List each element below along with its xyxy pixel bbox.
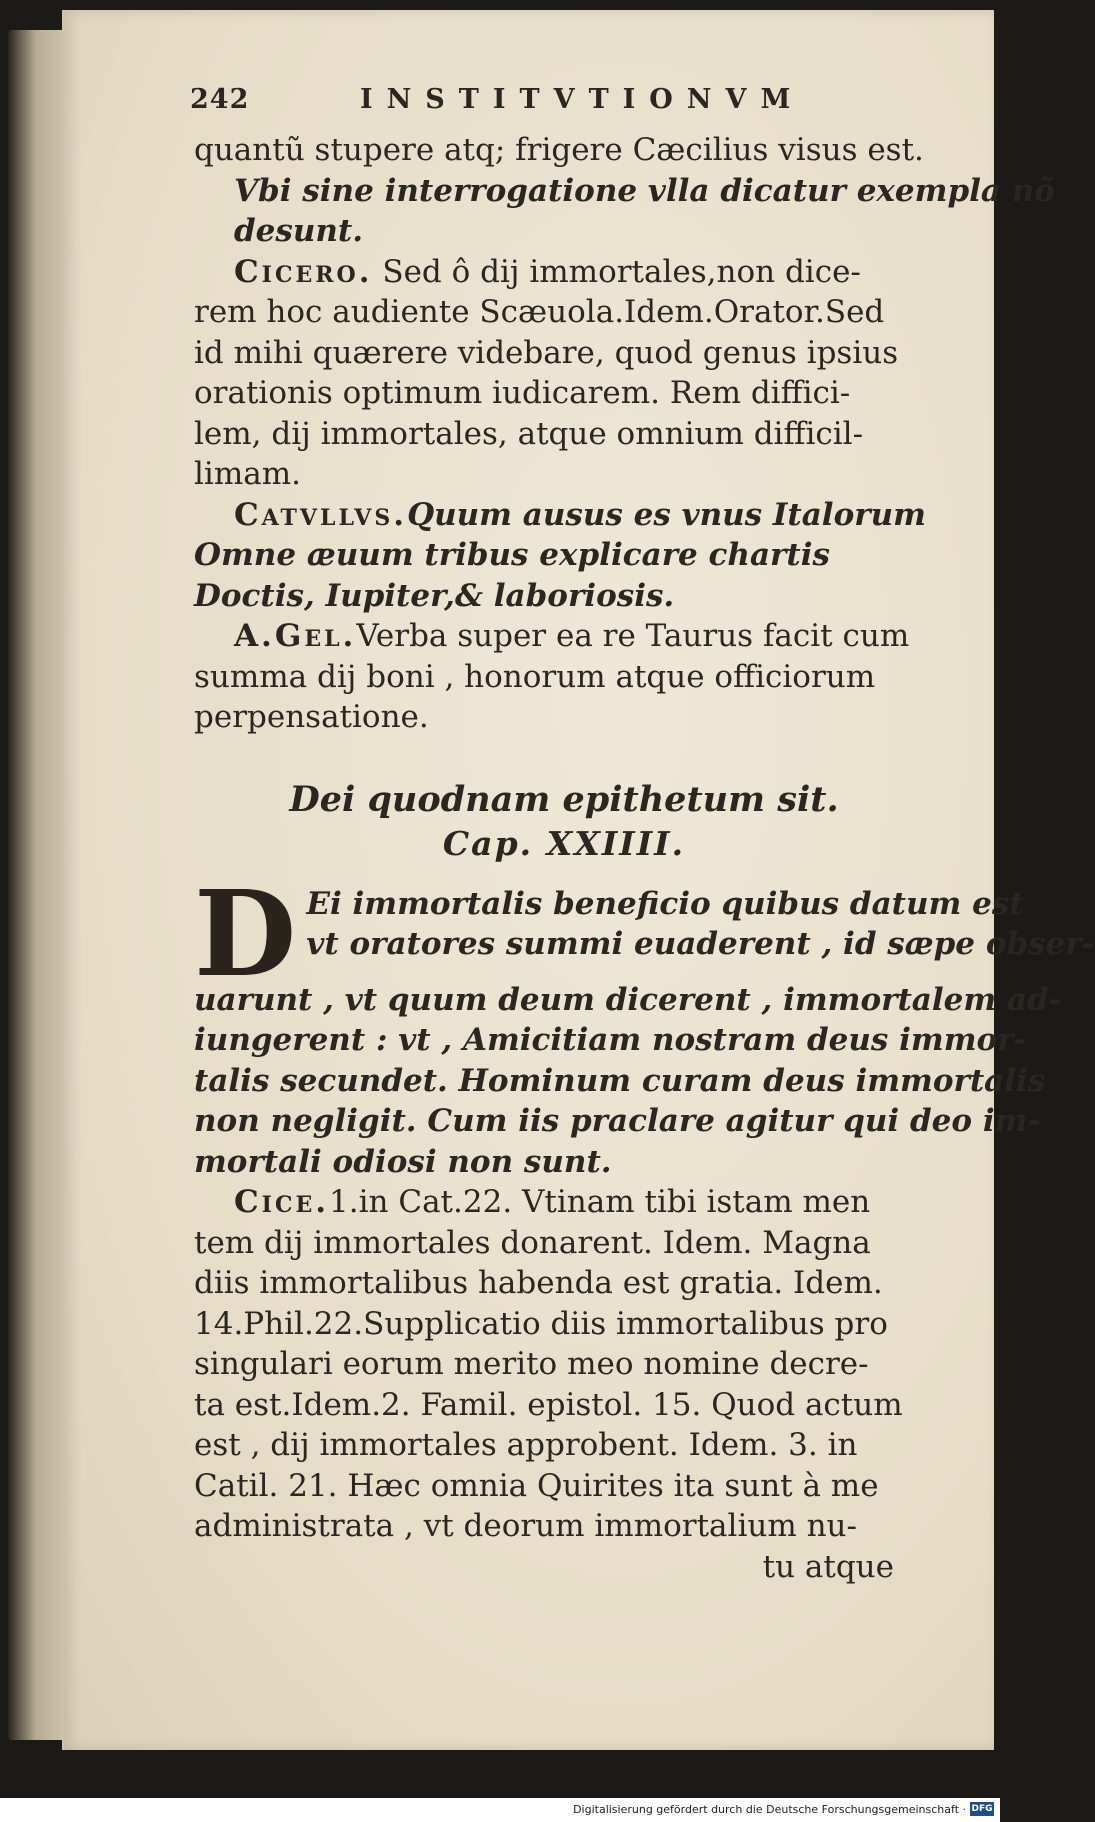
text-line: iungerent : vt , Amicitiam nostram deus immor- <box>194 1022 1027 1058</box>
speaker-name: A.Gel. <box>234 618 357 654</box>
text-line: Vbi sine interrogatione vlla dicatur exempla nõ <box>234 172 1055 209</box>
text-line: est , dij immortales approbent. Idem. 3. in <box>194 1427 858 1463</box>
text-line: non negligit. Cum iis praclare agitur qui deo im- <box>194 1103 1041 1139</box>
speaker-name: Cicero. <box>234 253 373 290</box>
text-line: Catvllvs.Quum ausus es vnus Italorum <box>234 496 926 533</box>
running-head: INSTITVTIONVM <box>360 84 805 115</box>
page-text <box>194 130 1095 1587</box>
text-line: A.Gel.Verba super ea re Taurus facit cum <box>234 618 910 654</box>
text-line: summa dij boni , honorum atque officiorum <box>194 658 876 695</box>
text-line: quantũ stupere atq; frigere Cæcilius visus est. <box>194 132 924 168</box>
text-line: singulari eorum merito meo nomine decre- <box>194 1346 869 1382</box>
text-line: Cicero. Sed ô dij immortales,non dice- <box>234 253 861 290</box>
speaker-name: Cice. <box>234 1184 330 1220</box>
chapter-title: Dei quodnam epithetum sit. <box>289 778 839 820</box>
text-line: talis secundet. Hominum curam deus immortalis <box>194 1062 1046 1099</box>
text-line: Doctis, Iupiter,& laboriosis. <box>194 577 675 614</box>
text-line: Omne æuum tribus explicare chartis <box>194 537 830 573</box>
text-line: Catil. 21. Hæc omnia Quirites ita sunt à me <box>194 1467 879 1504</box>
text-line: tem dij immortales donarent. Idem. Magna <box>194 1224 871 1261</box>
chapter-number: Cap. XXIIII. <box>442 823 686 863</box>
text-line: diis immortalibus habenda est gratia. Idem. <box>194 1265 883 1301</box>
footer-credit: Digitalisierung gefördert durch die Deutsche Forschungsgemeinschaft · <box>573 1803 966 1816</box>
text-line: limam. <box>194 456 301 492</box>
speaker-name: Catvllvs. <box>234 496 408 533</box>
text-line: ta est.Idem.2. Famil. epistol. 15. Quod actum <box>194 1386 903 1423</box>
text-line: vt oratores summi euaderent , id sæpe obser- <box>306 926 1095 962</box>
text-line: uarunt , vt quum deum dicerent , immortalem ad- <box>194 981 1062 1018</box>
text-line: lem, dij immortales, atque omnium difficil- <box>194 415 864 452</box>
page-number: 242 <box>190 84 250 115</box>
catchword: tu atque <box>762 1548 894 1585</box>
text-line: id mihi quærere videbare, quod genus ipsius <box>194 334 899 371</box>
page-header <box>190 84 930 120</box>
text-line: perpensatione. <box>194 699 429 735</box>
text-line: Ei immortalis beneficio quibus datum est <box>306 885 1024 922</box>
text-line: Cice.1.in Cat.22. Vtinam tibi istam men <box>234 1184 871 1220</box>
text-line: rem hoc audiente Scæuola.Idem.Orator.Sed <box>194 294 885 330</box>
text-line: desunt. <box>234 213 364 249</box>
text-line: orationis optimum iudicarem. Rem diffici- <box>194 375 851 411</box>
dfg-logo: DFG <box>971 1804 993 1814</box>
text-line: 14.Phil.22.Supplicatio diis immortalibus pro <box>194 1305 888 1342</box>
drop-cap: D <box>194 863 297 1003</box>
chapter-opening <box>194 863 1095 1183</box>
text-line: mortali odiosi non sunt. <box>194 1143 612 1180</box>
text-line: administrata , vt deorum immortalium nu- <box>194 1508 857 1544</box>
